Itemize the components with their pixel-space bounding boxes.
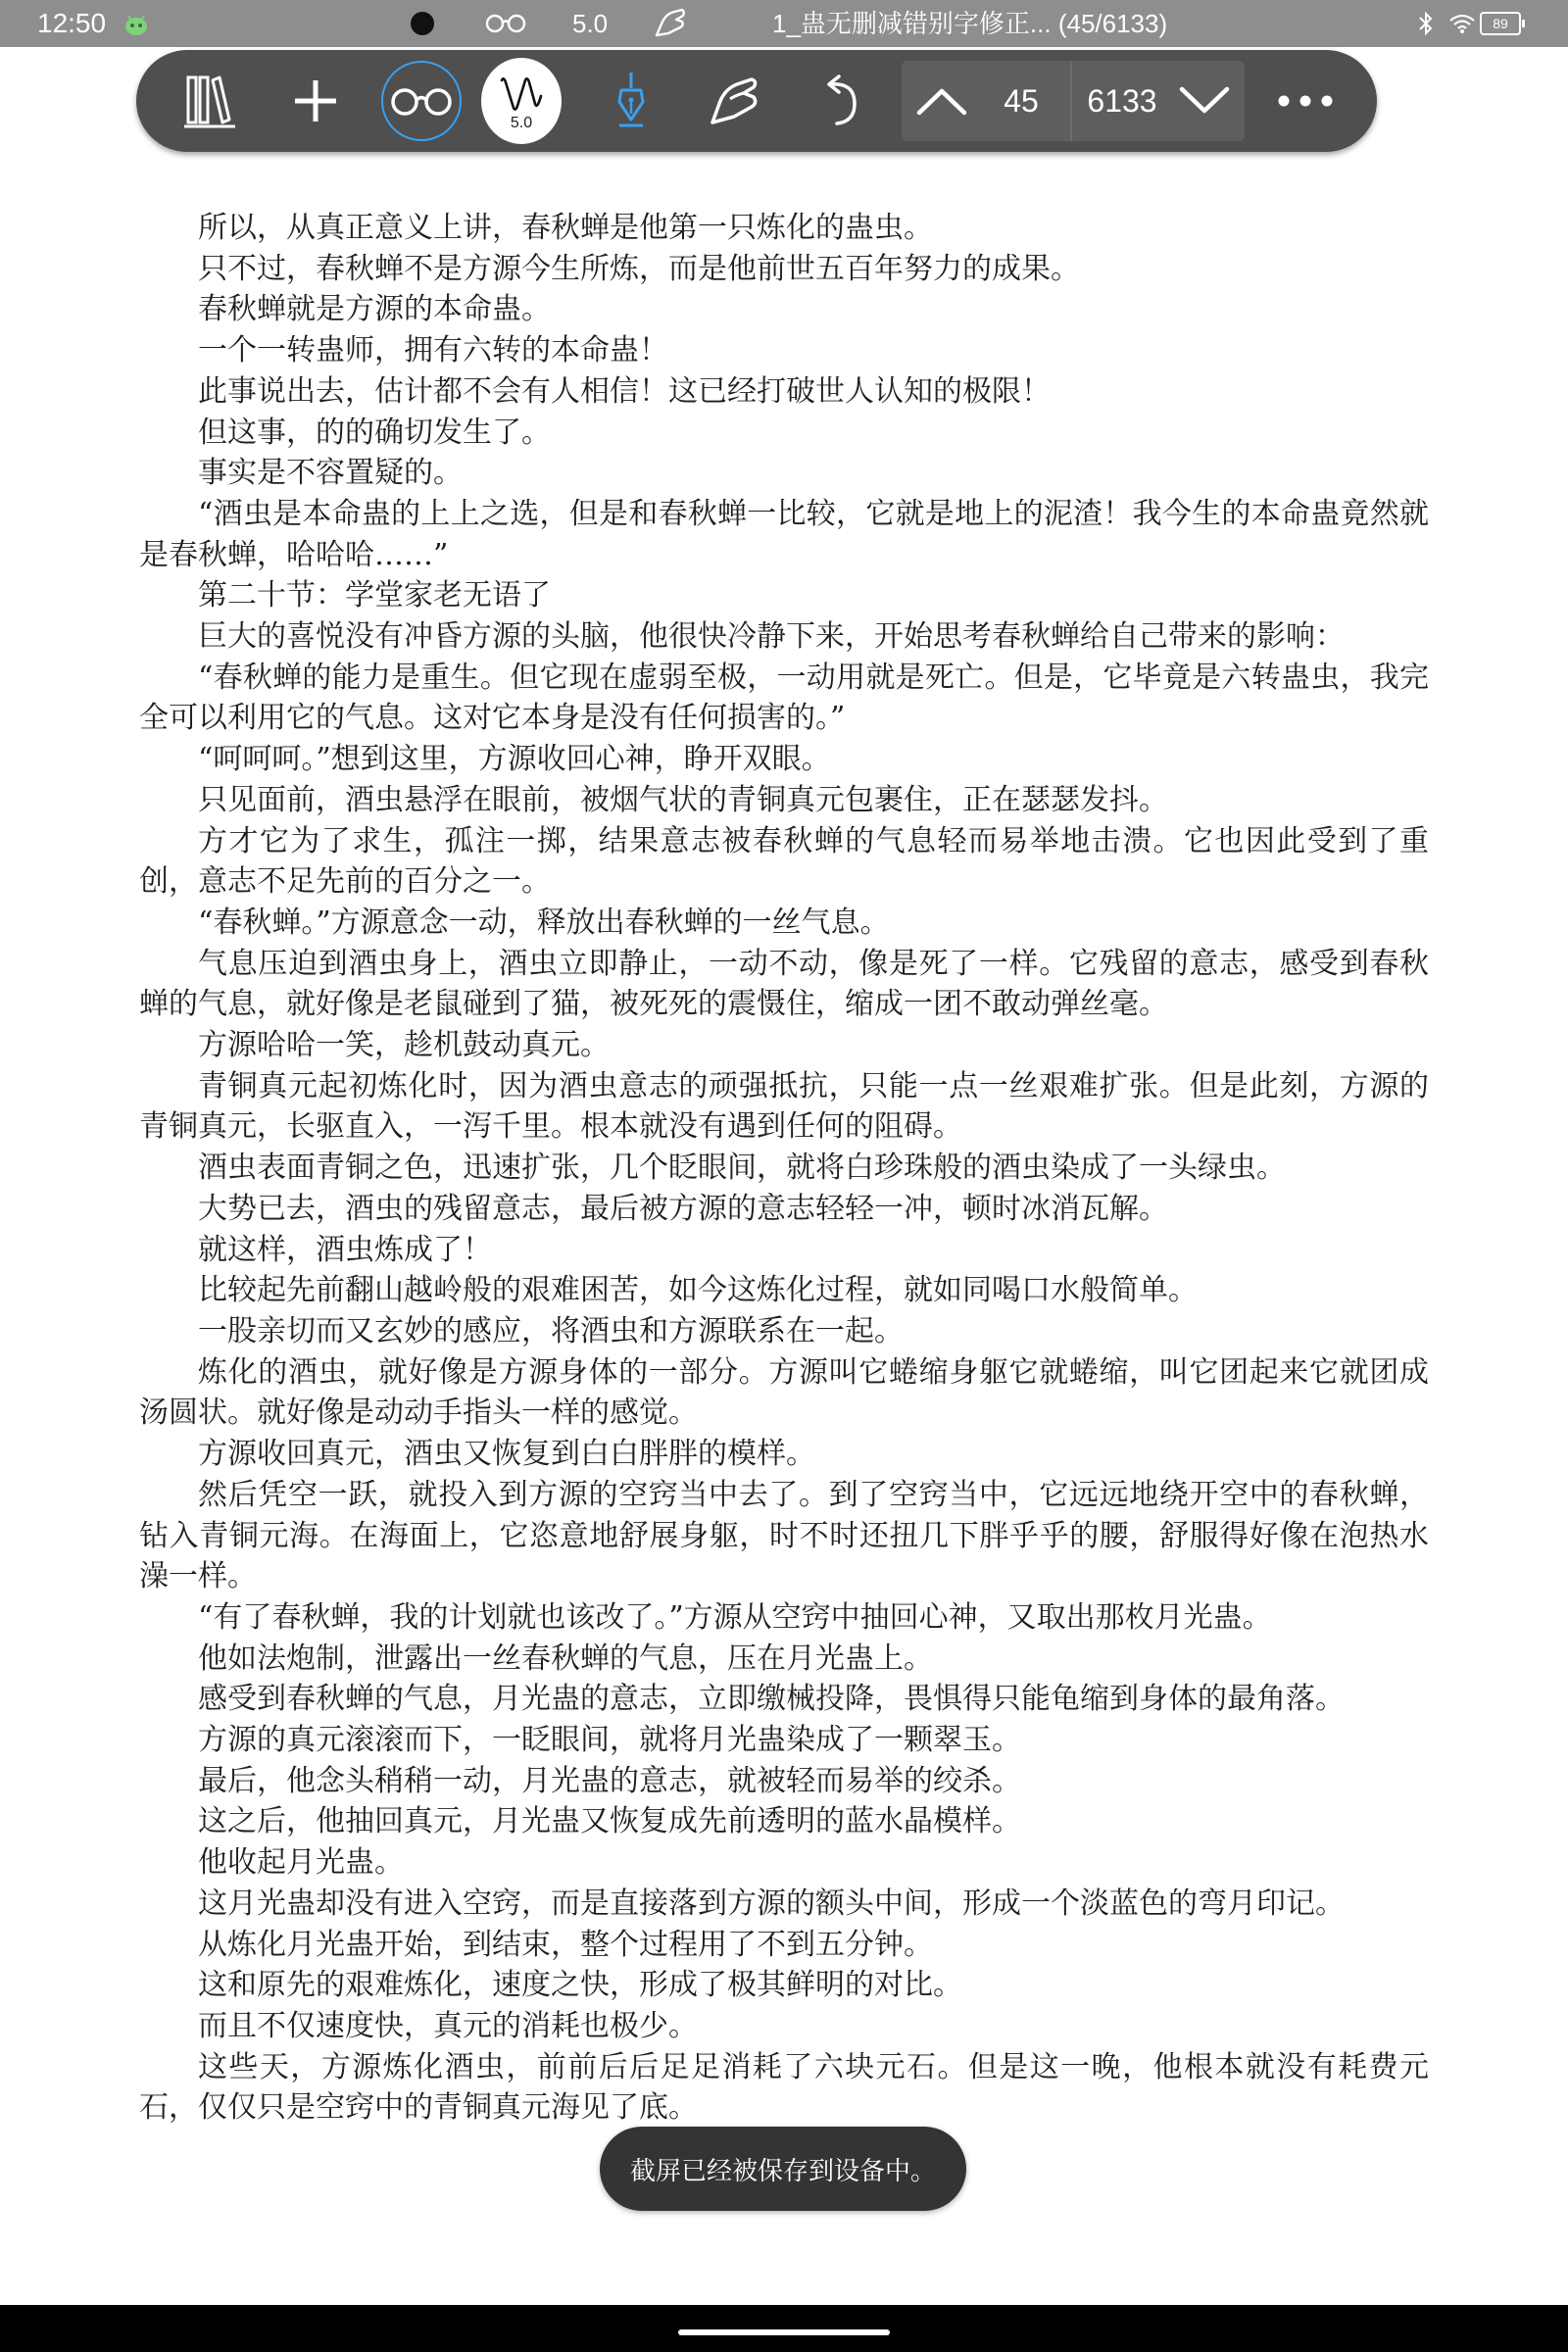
line-width-value: 5.0 [510, 115, 533, 131]
paragraph: 炼化的酒虫，就好像是方源身体的一部分。方源叫它蜷缩身躯它就蜷缩，叫它团起来它就团成汤圆状。就好像是动动手指头一样的感觉。 [139, 1354, 1429, 1431]
fountain-pen-icon [612, 71, 651, 131]
add-button[interactable] [275, 61, 356, 141]
hand-draw-button[interactable] [695, 61, 775, 141]
paragraph: 感受到春秋蝉的气息，月光蛊的意志，立即缴械投降，畏惧得只能龟缩到身体的最角落。 [198, 1682, 1345, 1717]
record-dot-icon [410, 0, 435, 47]
glasses-icon [484, 0, 527, 47]
paragraph: 他收起月光蛊。 [198, 1845, 404, 1881]
paragraph: 这和原先的艰难炼化，速度之快，形成了极其鲜明的对比。 [198, 1968, 962, 2003]
screenshot-saved-toast [600, 2127, 966, 2211]
paragraph: 只见面前，酒虫悬浮在眼前，被烟气状的青铜真元包裹住，正在瑟瑟发抖。 [198, 782, 1168, 817]
paragraph: “有了春秋蝉，我的计划就也该改了。”方源从空窍中抽回心神，又取出那枚月光蛊。 [198, 1599, 1272, 1635]
document-title: 1_蛊无删减错别字修正... [772, 9, 1052, 38]
paragraph: 一股亲切而又玄妙的感应，将酒虫和方源联系在一起。 [198, 1313, 904, 1348]
pen-stroke-icon [498, 73, 545, 116]
paragraph: 巨大的喜悦没有冲昏方源的头脑，他很快冷静下来，开始思考春秋蝉给自己带来的影响： [198, 619, 1345, 655]
toast-message: 截屏已经被保存到设备中。 [629, 2156, 936, 2186]
reader-toolbar [136, 50, 1377, 152]
chevron-up-icon [915, 85, 968, 117]
paragraph: 只不过，春秋蝉不是方源今生所炼，而是他前世五百年努力的成果。 [198, 251, 1080, 286]
paragraph: 青铜真元起初炼化时，因为酒虫意志的顽强抵抗，只能一点一丝艰难扩张。但是此刻，方源的青铜真元，长驱直入，一泻千里。根本就没有遇到任何的阻碍。 [139, 1068, 1429, 1145]
paragraph: “酒虫是本命蛊的上上之选，但是和春秋蝉一比较，它就是地上的泥渣！我今生的本命蛊竟然就是春秋蝉，哈哈哈……” [139, 496, 1429, 572]
paragraph: “春秋蝉的能力是重生。但它现在虚弱至极，一动用就是死亡。但是，它毕竟是六转蛊虫，我完全可以利用它的气息。这对它本身是没有任何损害的。” [139, 660, 1429, 736]
paragraph: 此事说出去，估计都不会有人相信！这已经打破世人认知的极限！ [198, 373, 1051, 409]
undo-button[interactable] [799, 61, 879, 141]
status-bar [0, 0, 1568, 47]
status-document-title [772, 0, 1167, 47]
reading-mode-active-ring [381, 61, 462, 141]
wifi-icon [1448, 0, 1476, 47]
paragraph: 而且不仅速度快，真元的消耗也极少。 [198, 2008, 698, 2043]
paragraph: 这些天，方源炼化酒虫，前前后后足足消耗了六块元石。但是这一晚，他根本就没有耗费元石，仅仅只是空窍中的青铜真元海见了底。 [139, 2049, 1429, 2126]
paragraph: “春秋蝉。”方源意念一动，释放出春秋蝉的一丝气息。 [198, 905, 890, 940]
paragraph: 大势已去，酒虫的残留意志，最后被方源的意志轻轻一冲，顿时冰消瓦解。 [198, 1191, 1168, 1226]
status-time: 12:50 [37, 8, 107, 38]
paragraph: 他如法炮制，泄露出一丝春秋蝉的气息，压在月光蛊上。 [198, 1641, 933, 1676]
previous-page-button[interactable] [902, 61, 982, 141]
draw-hand-icon [707, 75, 763, 126]
reading-mode-button[interactable] [381, 61, 462, 141]
paragraph: 春秋蝉就是方源的本命蛊。 [198, 292, 551, 327]
paragraph: 就这样，酒虫炼成了！ [198, 1232, 492, 1267]
total-pages[interactable]: 6133 [1087, 83, 1157, 119]
paragraph: 比较起先前翻山越岭般的艰难困苦，如今这炼化过程，就如同喝口水般简单。 [198, 1273, 1198, 1308]
plus-icon [291, 76, 340, 125]
home-indicator[interactable] [678, 2329, 890, 2335]
paragraph: 方源的真元滚滚而下，一眨眼间，就将月光蛊染成了一颗翠玉。 [198, 1723, 1021, 1758]
status-line-width: 5.0 [572, 9, 609, 38]
line-width-disc [481, 58, 562, 144]
paragraph: 方源哈哈一笑，趁机鼓动真元。 [198, 1028, 610, 1063]
paragraph: 但这事，的的确切发生了。 [198, 415, 551, 450]
paragraph: 所以，从真正意义上讲，春秋蝉是他第一只炼化的蛊虫。 [198, 211, 933, 245]
document-page-text [139, 208, 1429, 2129]
paragraph: 第二十节：学堂家老无语了 [198, 578, 551, 613]
next-page-button[interactable] [1164, 61, 1245, 141]
paragraph: 从炼化月光蛊开始，到结束，整个过程用了不到五分钟。 [198, 1927, 933, 1962]
paragraph: 最后，他念头稍稍一动，月光蛊的意志，就被轻而易举的绞杀。 [198, 1763, 1021, 1798]
paragraph: 这月光蛊却没有进入空窍，而是直接落到方源的额头中间，形成一个淡蓝色的弯月印记。 [198, 1886, 1345, 1921]
paragraph: 一个一转蛊师，拥有六转的本命蛊！ [198, 333, 668, 368]
paragraph: 方才它为了求生，孤注一掷，结果意志被春秋蝉的气息轻而易举地击溃。它也因此受到了重创，意志不足先前的百分之一。 [139, 823, 1429, 900]
bluetooth-icon [1417, 0, 1435, 47]
paragraph: 气息压迫到酒虫身上，酒虫立即静止，一动不动，像是死了一样。它残留的意志，感受到春秋蝉的气息，就好像是老鼠碰到了猫，被死死的震慑住，缩成一团不敢动弹丝毫。 [139, 946, 1429, 1022]
library-button[interactable] [170, 61, 250, 141]
paragraph: 这之后，他抽回真元，月光蛊又恢复成先前透明的蓝水晶模样。 [198, 1804, 1021, 1839]
draw-hand-icon [653, 0, 688, 47]
battery-level: 89 [1480, 12, 1521, 35]
paragraph: 然后凭空一跃，就投入到方源的空窍当中去了。到了空窍当中，它远远地绕开空中的春秋蝉，钻入青铜元海。在海面上，它恣意地舒展身躯，时不时还扭几下胖乎乎的腰，舒服得好像在泡热水澡一样。 [139, 1477, 1429, 1594]
page-separator [1070, 61, 1072, 141]
paragraph: 方源收回真元，酒虫又恢复到白白胖胖的模样。 [198, 1437, 815, 1472]
battery-icon [1480, 0, 1521, 47]
library-icon [182, 72, 237, 130]
page-navigator [902, 61, 1245, 141]
page-indicator: (45/6133) [1057, 9, 1168, 38]
chevron-down-icon [1178, 85, 1231, 117]
undo-icon [815, 74, 862, 127]
pen-button[interactable] [591, 61, 671, 141]
more-options-button[interactable] [1265, 61, 1346, 141]
system-navigation-bar [0, 2305, 1568, 2352]
paragraph: “呵呵呵。”想到这里，方源收回心神，睁开双眼。 [198, 742, 831, 777]
current-page-number[interactable]: 45 [1004, 83, 1039, 119]
android-robot-icon [122, 0, 151, 47]
paragraph: 酒虫表面青铜之色，迅速扩张，几个眨眼间，就将白珍珠般的酒虫染成了一头绿虫。 [198, 1151, 1286, 1186]
paragraph: 事实是不容置疑的。 [198, 456, 463, 491]
more-dots-icon [1276, 94, 1335, 108]
line-width-button[interactable] [481, 61, 562, 141]
